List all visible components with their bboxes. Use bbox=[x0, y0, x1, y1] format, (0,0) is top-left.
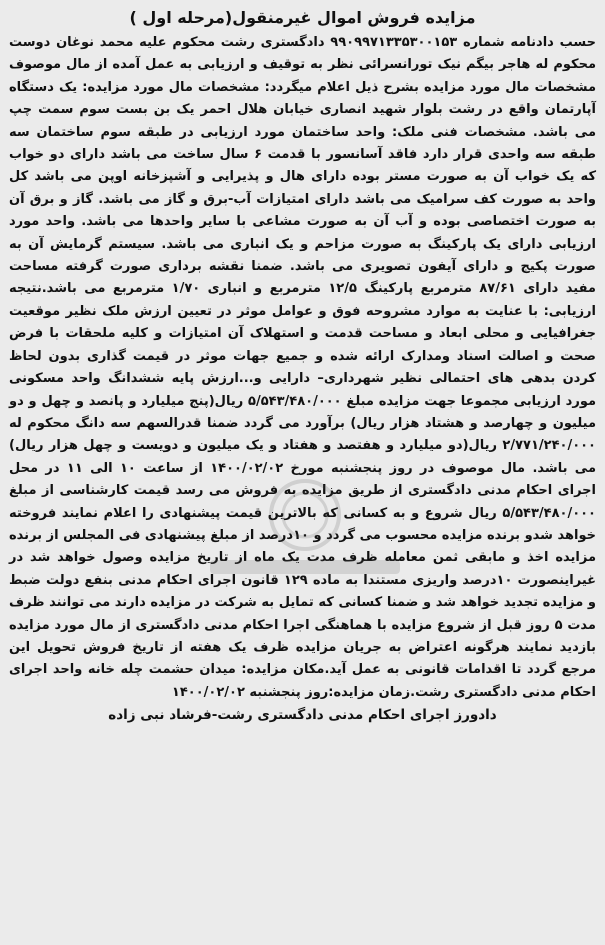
notice-body: حسب دادنامه شماره ۹۹۰۹۹۷۱۳۳۵۳۰۰۱۵۳ دادگستری رشت محکوم علیه محمد نوغان دوست محکوم له هاجر بیگم نیک تورانسرائی نظر به توقیف و ارزیابی به عمل آمده از مال موصوف مشخصات مال مورد مزایده بشرح ذیل اعلام میگردد: مشخصات مال مورد مزایده: یک دستگاه آپارتمان واقع در رشت بلوار شهید انصاری خیابان هلال احمر یک بن بست سوم سمت چپ می باشد. مشخصات فنی ملک: واحد ساختمان مورد ارزیابی در طبقه سوم ساختمان سه طبقه سه واحدی قرار دارد فاقد آسانسور با قدمت ۶ سال ساخت می باشد دارای دو خواب که یک خواب آن به صورت مستر بوده دارای هال و پذیرایی و آشپزخانه اوپن می باشد کل واحد به صورت کف سرامیک می باشد دارای امتیازات آب-برق و گاز می باشد. گاز و برق آن به صورت اختصاصی بوده و آب آن به صورت مشاعی با سایر واحدها می باشد. واحد مورد ارزیابی دارای یک پارکینگ به صورت مزاحم و یک انباری می باشد. سیستم گرمایش آن به صورت پکیج و دارای آیفون تصویری می باشد. ضمنا نقشه برداری صورت گرفته مساحت مفید دارای ۸۷/۶۱ مترمربع پارکینگ ۱۲/۵ مترمربع و انباری ۱/۷۰ مترمربع می باشد.نتیجه ارزیابی: با عنایت به موارد مشروحه فوق و عوامل موثر در تعیین ارزش ملک نظیر موقعیت جغرافیایی و محلی ابعاد و مساحت قدمت و استهلاک آن امتیازات و کلیه ملحقات با فرض صحت و اصالت اسناد ومدارک ارائه شده و جمیع جهات موثر در قیمت گذاری بدون لحاظ کردن بدهی های احتمالی نظیر شهرداری– دارایی و...ارزش پایه ششدانگ واحد مسکونی مورد ارزیابی مجموعا جهت مزایده مبلغ ۵/۵۴۳/۴۸۰/۰۰۰ ریال(پنج میلیارد و پانصد و چهل و دو میلیون و چهارصد و هشتاد هزار ریال) برآورد می گردد ضمنا قدرالسهم سه دانگ محکوم له ۲/۷۷۱/۲۴۰/۰۰۰ ریال(دو میلیارد و هفتصد و هفتاد و یک میلیون و دویست و چهل هزار ریال) می باشد. مال موصوف در روز پنجشنبه مورخ ۱۴۰۰/۰۲/۰۲ از ساعت ۱۰ الی ۱۱ در محل اجرای احکام مدنی دادگستری از طریق مزایده به فروش می رسد قیمت کارشناسی از مبلغ ۵/۵۴۳/۴۸۰/۰۰۰ ریال شروع و به کسانی که بالاترین قیمت پیشنهادی را اعلام نمایند فروخته خواهد شدو برنده مزایده محسوب می گردد و ۱۰درصد از مبلغ پیشنهادی فی المجلس از برنده مزایده اخذ و مابقی ثمن معامله ظرف مدت یک ماه از تاریخ مزایده وصول خواهد شد در غیراینصورت ۱۰درصد واریزی مستندا به ماده ۱۲۹ قانون اجرای احکام مدنی بنفع دولت ضبط و مزایده تجدید خواهد شد و ضمنا کسانی که تمایل به شرکت در مزایده دارند می توانند ظرف مدت ۵ روز قبل از شروع مزایده با هماهنگی اجرا احکام مدنی دادگستری از مال مورد مزایده بازدید نمایند هرگونه اعتراض به جریان مزایده ظرف یک هفته از تاریخ فروش تحویل این مرجع گردد تا اقدامات قانونی به عمل آید.مکان مزایده: میدان حشمت چله خانه واحد اجرای احکام مدنی دادگستری رشت.زمان مزایده:روز پنجشنبه ۱۴۰۰/۰۲/۰۲ bbox=[9, 35, 597, 700]
notice-title: مزایده فروش اموال غیرمنقول(مرحله اول ) bbox=[129, 8, 476, 27]
notice-signature: دادورز اجرای احکام مدنی دادگستری رشت-فرشاد نبی زاده bbox=[108, 707, 497, 724]
